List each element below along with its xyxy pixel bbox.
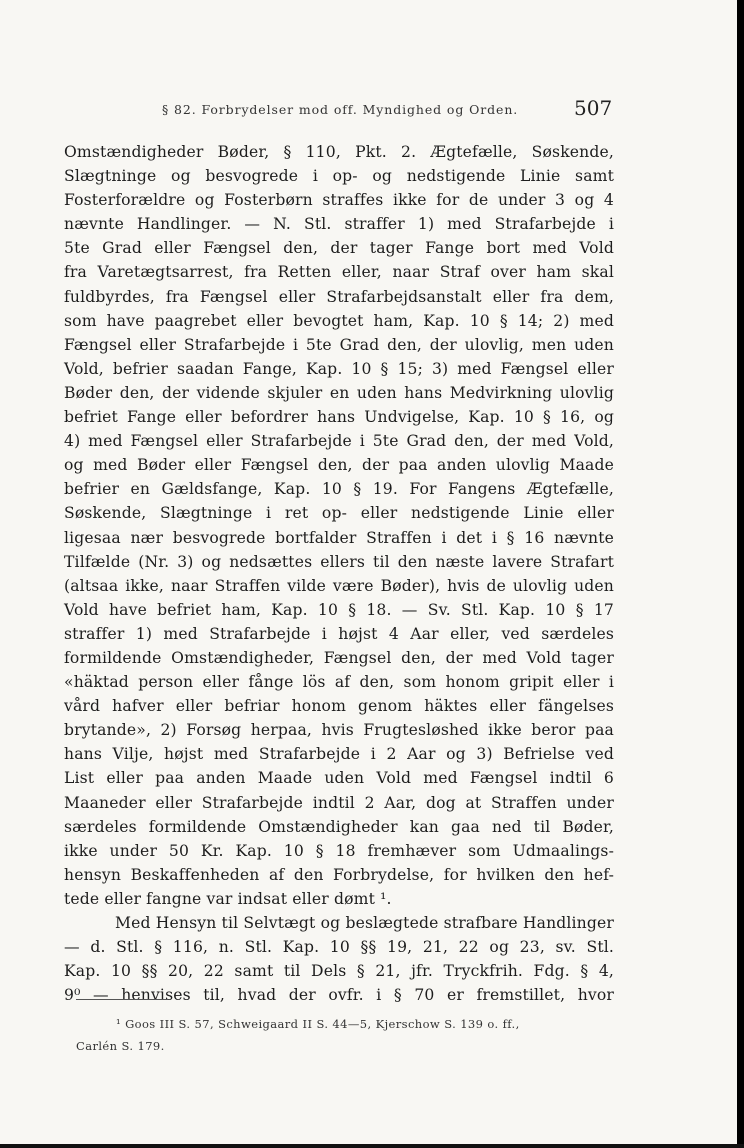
page-edge-bottom bbox=[0, 1144, 744, 1148]
text-line: særdeles formildende Omstændigheder kan gaa ned til Bøder, bbox=[64, 817, 614, 836]
page-edge-right bbox=[737, 0, 744, 1148]
text-line: ikke under 50 Kr. Kap. 10 § 18 fremhæver som Udmaalings- bbox=[64, 841, 614, 860]
text-line: nævnte Handlinger. — N. Stl. straffer 1) med Strafarbejde i bbox=[64, 215, 614, 234]
text-line: hans Vilje, højst med Strafarbejde i 2 Aar og 3) Befrielse ved bbox=[64, 745, 614, 764]
text-line: fra Varetægtsarrest, fra Retten eller, naar Straf over ham skal bbox=[64, 263, 614, 282]
text-line: som have paagrebet eller bevogtet ham, Kap. 10 § 14; 2) med bbox=[64, 311, 614, 330]
text-line: 5te Grad eller Fængsel den, der tager Fange bort med Vold bbox=[64, 239, 614, 258]
text-line: «häktad person eller fånge lös af den, som honom gripit eller i bbox=[64, 673, 614, 692]
text-line: Slægtninge og besvogrede i op- og nedstigende Linie samt bbox=[64, 167, 614, 186]
text-line: og med Bøder eller Fængsel den, der paa anden ulovlig Maade bbox=[64, 456, 614, 475]
text-line: Maaneder eller Strafarbejde indtil 2 Aar, dog at Straffen under bbox=[64, 793, 614, 812]
text-line: — d. Stl. § 116, n. Stl. Kap. 10 §§ 19, 21, 22 og 23, sv. Stl. bbox=[64, 938, 614, 957]
text-line: Omstændigheder Bøder, § 110, Pkt. 2. Ægtefælle, Søskende, bbox=[64, 143, 614, 161]
running-header bbox=[0, 96, 744, 126]
running-title: § 82. Forbrydelser mod off. Myndighed og Orden. bbox=[162, 102, 519, 117]
footnote-divider bbox=[76, 999, 168, 1000]
body-text bbox=[64, 140, 614, 1007]
text-line: List eller paa anden Maade uden Vold med Fængsel indtil 6 bbox=[64, 769, 614, 788]
text-line: fuldbyrdes, fra Fængsel eller Strafarbejdsanstalt eller fra dem, bbox=[64, 287, 614, 306]
text-line: straffer 1) med Strafarbejde i højst 4 Aar eller, ved særdeles bbox=[64, 624, 614, 643]
paragraph-start-line: Med Hensyn til Selvtægt og beslægtede strafbare Handlinger bbox=[115, 914, 614, 932]
text-line: Kap. 10 §§ 20, 22 samt til Dels § 21, jfr. Tryckfrih. Fdg. § 4, bbox=[64, 962, 614, 981]
text-line: brytande», 2) Forsøg herpaa, hvis Frugtesløshed ikke beror paa bbox=[64, 721, 614, 740]
text-line: 9⁰ — henvises til, hvad der ovfr. i § 70 er fremstillet, hvor bbox=[64, 986, 614, 1005]
page-number: 507 bbox=[574, 96, 613, 120]
footnotes bbox=[76, 1013, 612, 1057]
text-line: Søskende, Slægtninge i ret op- eller nedstigende Linie eller bbox=[64, 504, 614, 523]
text-line: vård hafver eller befriar honom genom häktes eller fängelses bbox=[64, 697, 614, 716]
text-line: (altsaa ikke, naar Straffen vilde være Bøder), hvis de ulovlig uden bbox=[64, 576, 614, 595]
text-line: tede eller fangne var indsat eller dømt ¹. bbox=[64, 889, 392, 908]
text-line: Bøder den, der vidende skjuler en uden hans Medvirkning ulovlig bbox=[64, 383, 614, 402]
text-line: ligesaa nær besvogrede bortfalder Straffen i det i § 16 nævnte bbox=[64, 528, 614, 547]
text-line: Vold, befrier saadan Fange, Kap. 10 § 15; 3) med Fængsel eller bbox=[64, 359, 614, 378]
text-line: 4) med Fængsel eller Strafarbejde i 5te Grad den, der med Vold, bbox=[64, 432, 614, 451]
text-line: Tilfælde (Nr. 3) og nedsættes ellers til den næste lavere Strafart bbox=[64, 552, 614, 571]
text-line: Fængsel eller Strafarbejde i 5te Grad den, der ulovlig, men uden bbox=[64, 335, 614, 354]
text-line: befrier en Gældsfange, Kap. 10 § 19. For Fangens Ægtefælle, bbox=[64, 480, 614, 499]
text-line: Fosterforældre og Fosterbørn straffes ikke for de under 3 og 4 bbox=[64, 191, 614, 210]
footnote-line: ¹ Goos III S. 57, Schweigaard II S. 44—5, Kjerschow S. 139 o. ff., bbox=[116, 1017, 520, 1031]
text-line: Vold have befriet ham, Kap. 10 § 18. — Sv. Stl. Kap. 10 § 17 bbox=[64, 600, 614, 619]
text-line: hensyn Beskaffenheden af den Forbrydelse, for hvilken den hef- bbox=[64, 865, 614, 884]
footnote-line: Carlén S. 179. bbox=[76, 1039, 165, 1053]
text-line: formildende Omstændigheder, Fængsel den, der med Vold tager bbox=[64, 648, 614, 667]
text-line: befriet Fange eller befordrer hans Undvigelse, Kap. 10 § 16, og bbox=[64, 408, 614, 427]
